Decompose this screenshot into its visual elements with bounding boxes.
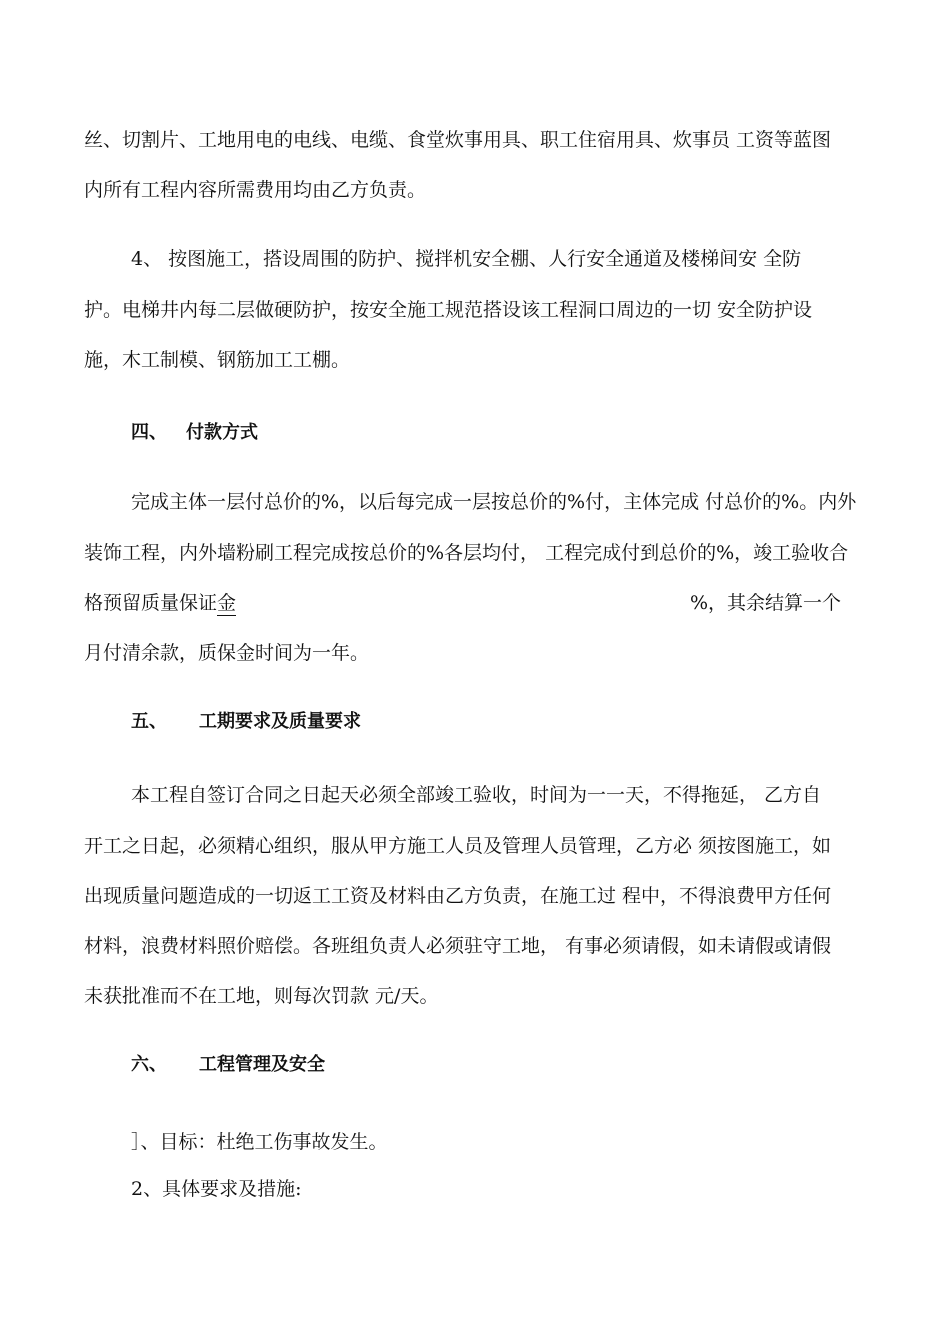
paragraph-line: 内所有工程内容所需费用均由乙方负责。 <box>84 179 427 201</box>
paragraph-line: 装饰工程，内外墙粉刷工程完成按总价的%各层均付， 工程完成付到总价的%，竣工验收合 <box>84 542 849 564</box>
section-number: 五、 <box>131 711 167 732</box>
paragraph-line: 护。电梯井内每二层做硬防护，按安全施工规范搭设该工程洞口周边的一切 安全防护设 <box>84 299 813 321</box>
paragraph-line <box>84 591 884 616</box>
section-number: 四、 <box>131 422 167 443</box>
underlined-text: 金 <box>217 592 237 614</box>
paragraph-line: 材料，浪费材料照价赔偿。各班组负责人必须驻守工地， 有事必须请假，如未请假或请假 <box>84 935 832 957</box>
paragraph-line: 施，木工制模、钢筋加工工棚。 <box>84 349 351 371</box>
list-item: 2、具体要求及措施: <box>131 1178 302 1200</box>
paragraph-line: 丝、切割片、工地用电的电线、电缆、食堂炊事用具、职工住宿用具、炊事员 工资等蓝图 <box>84 129 832 151</box>
paragraph-line: 本工程自签订合同之日起天必须全部竣工验收，时间为一一天，不得拖延， 乙方自 <box>131 784 822 806</box>
section-number: 六、 <box>131 1054 167 1075</box>
section-title: 工期要求及质量要求 <box>199 711 361 732</box>
paragraph-line: 完成主体一层付总价的%，以后每完成一层按总价的%付，主体完成 付总价的%。内外 <box>131 491 857 513</box>
text-run: 格预留质量保证 <box>84 592 218 614</box>
text-run: %，其余结算一个 <box>690 592 842 614</box>
section-title: 工程管理及安全 <box>199 1054 325 1075</box>
paragraph-line: 未获批准而不在工地，则每次罚款 元/天。 <box>84 985 439 1007</box>
paragraph-line: 出现质量问题造成的一切返工工资及材料由乙方负责，在施工过 程中，不得浪费甲方任何 <box>84 885 832 907</box>
section-title: 付款方式 <box>186 422 258 443</box>
list-item: ］、目标：杜绝工伤事故发生。 <box>131 1131 388 1153</box>
item-4-line: 4、 按图施工，搭设周围的防护、搅拌机安全棚、人行安全通道及楼梯间安 全防 <box>131 248 802 270</box>
paragraph-line: 开工之日起，必须精心组织，服从甲方施工人员及管理人员管理，乙方必 须按图施工，如 <box>84 835 832 857</box>
paragraph-line: 月付清余款，质保金时间为一年。 <box>84 642 370 664</box>
